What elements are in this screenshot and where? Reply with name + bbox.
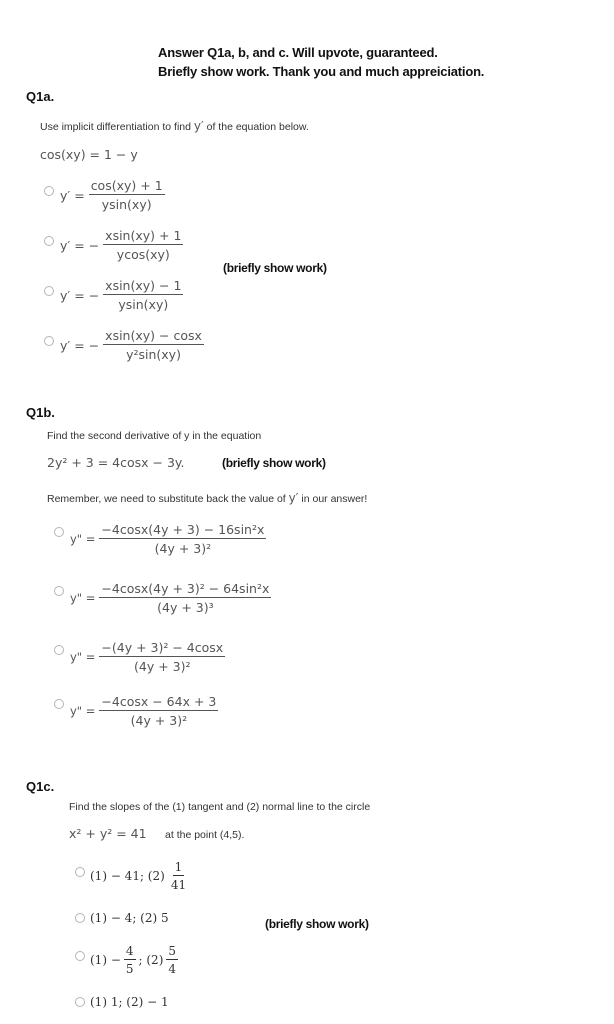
option-text-mid: ; (2) — [138, 953, 164, 967]
fraction-numerator: −4cosx − 64x + 3 — [101, 694, 217, 709]
q1b-option-4[interactable] — [54, 694, 218, 728]
option-lhs: y′ = — [60, 237, 85, 253]
q1a-option-1[interactable] — [44, 178, 165, 212]
option-lhs: y′ = — [60, 187, 85, 203]
q1c-option-2[interactable] — [75, 911, 169, 925]
option-sign: − — [88, 337, 100, 353]
option-fraction — [99, 694, 218, 728]
option-lhs: y" = — [70, 532, 96, 546]
q1a-instruction-var: y′ — [193, 119, 204, 133]
q1a-instruction — [40, 119, 309, 133]
option-fraction — [103, 228, 183, 262]
q1a-option-4[interactable] — [44, 328, 204, 362]
radio-button[interactable] — [54, 586, 64, 596]
q1c-title: Q1c. — [26, 779, 55, 794]
header-line-1: Answer Q1a, b, and c. Will upvote, guaranteed. — [158, 45, 438, 60]
option-fraction — [166, 944, 178, 976]
fraction-numerator: cos(xy) + 1 — [90, 178, 163, 193]
q1c-equation: x² + y² = 41 — [69, 826, 147, 841]
radio-button[interactable] — [75, 913, 85, 923]
q1a-option-3[interactable] — [44, 278, 183, 312]
fraction-denominator: (4y + 3)² — [130, 713, 188, 728]
option-sign: − — [88, 237, 100, 253]
radio-button[interactable] — [75, 951, 85, 961]
option-text: (1) − 4; (2) 5 — [90, 911, 169, 925]
q1c-instruction: Find the slopes of the (1) tangent and (2) normal line to the circle — [69, 801, 371, 813]
radio-button[interactable] — [44, 236, 54, 246]
fraction-denominator: ysin(xy) — [101, 197, 152, 212]
fraction-numerator: 1 — [174, 860, 183, 874]
option-fraction — [103, 278, 183, 312]
header-line-2: Briefly show work. Thank you and much appreiciation. — [158, 64, 485, 79]
q1b-remember-post: in our answer! — [298, 493, 368, 505]
option-text: (1) − 41; (2) — [90, 869, 165, 883]
option-fraction — [103, 328, 204, 362]
radio-button[interactable] — [75, 997, 85, 1007]
radio-button[interactable] — [44, 186, 54, 196]
fraction-numerator: −(4y + 3)² − 4cosx — [101, 640, 224, 655]
fraction-denominator: ycos(xy) — [116, 247, 170, 262]
option-fraction — [99, 581, 271, 615]
header — [158, 43, 484, 81]
option-lhs: y′ = — [60, 287, 85, 303]
q1b-option-3[interactable] — [54, 640, 225, 674]
q1b-remember-pre: Remember, we need to substitute back the value of — [47, 493, 289, 505]
radio-button[interactable] — [54, 645, 64, 655]
option-fraction — [99, 522, 266, 556]
q1b-equation: 2y² + 3 = 4cosx − 3y. — [47, 455, 185, 470]
option-text: (1) 1; (2) − 1 — [90, 995, 169, 1009]
q1c-equation-line — [69, 825, 244, 843]
fraction-denominator: y²sin(xy) — [126, 347, 181, 362]
fraction-denominator: (4y + 3)² — [134, 659, 191, 674]
fraction-numerator: 5 — [168, 944, 177, 958]
q1a-instruction-post: of the equation below. — [203, 121, 309, 133]
option-lhs: y′ = — [60, 337, 85, 353]
q1a-option-2[interactable] — [44, 228, 183, 262]
radio-button[interactable] — [54, 699, 64, 709]
option-lhs: y" = — [70, 650, 96, 664]
q1b-remember — [47, 491, 367, 505]
q1b-option-2[interactable] — [54, 581, 271, 615]
q1c-option-4[interactable] — [75, 995, 169, 1009]
radio-button[interactable] — [54, 527, 64, 537]
option-text: (1) − — [90, 953, 121, 967]
option-lhs: y" = — [70, 704, 96, 718]
option-fraction — [99, 640, 225, 674]
option-fraction — [169, 860, 188, 892]
radio-button[interactable] — [75, 867, 85, 877]
q1a-instruction-pre: Use implicit differentiation to find — [40, 121, 194, 133]
q1b-remember-var: y′ — [288, 491, 299, 505]
fraction-numerator: xsin(xy) − cosx — [105, 328, 202, 343]
q1a-title: Q1a. — [26, 89, 55, 104]
q1c-note: (briefly show work) — [265, 917, 369, 931]
q1c-point: at the point (4,5). — [165, 829, 245, 841]
fraction-denominator: 5 — [125, 962, 134, 976]
fraction-numerator: xsin(xy) + 1 — [105, 228, 182, 243]
fraction-denominator: 41 — [170, 878, 187, 892]
q1b-title: Q1b. — [26, 405, 55, 420]
q1b-instruction: Find the second derivative of y in the equation — [47, 430, 262, 442]
fraction-numerator: 4 — [125, 944, 134, 958]
option-fraction — [89, 178, 165, 212]
fraction-numerator: −4cosx(4y + 3)² − 64sin²x — [101, 581, 270, 596]
q1b-option-1[interactable] — [54, 522, 266, 556]
fraction-numerator: xsin(xy) − 1 — [105, 278, 182, 293]
radio-button[interactable] — [44, 286, 54, 296]
option-lhs: y" = — [70, 591, 96, 605]
fraction-denominator: (4y + 3)² — [154, 541, 212, 556]
radio-button[interactable] — [44, 336, 54, 346]
q1b-note: (briefly show work) — [222, 456, 326, 470]
q1c-option-1[interactable] — [75, 860, 188, 892]
q1a-note: (briefly show work) — [223, 261, 327, 275]
fraction-numerator: −4cosx(4y + 3) − 16sin²x — [101, 522, 265, 537]
option-sign: − — [88, 287, 100, 303]
fraction-denominator: ysin(xy) — [118, 297, 169, 312]
fraction-denominator: 4 — [168, 962, 177, 976]
q1a-equation: cos(xy) = 1 − y — [40, 147, 138, 162]
option-fraction — [124, 944, 136, 976]
q1c-option-3[interactable] — [75, 944, 178, 976]
fraction-denominator: (4y + 3)³ — [157, 600, 214, 615]
